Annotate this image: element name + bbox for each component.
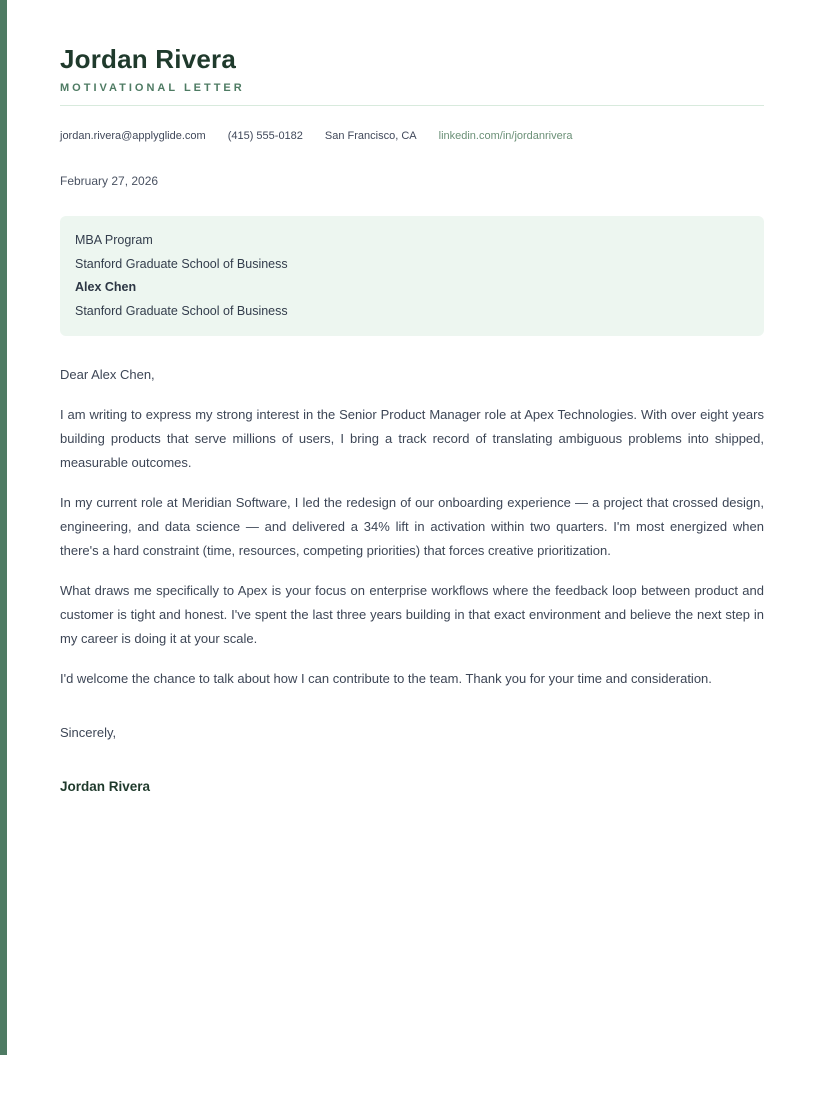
recipient-contact-name: Alex Chen [75,280,137,294]
contact-linkedin-link[interactable]: linkedin.com/in/jordanrivera [438,130,573,142]
signature-name: Jordan Rivera [60,779,151,794]
contact-phone: (415) 555-0182 [227,130,303,142]
contact-row [60,130,764,143]
document-type-label: MOTIVATIONAL LETTER [60,82,245,94]
contact-email: jordan.rivera@applyglide.com [60,130,206,142]
letter-paragraph: I am writing to express my strong interest in the Senior Product Manager role at Apex Technologies. With over eight years building products that serve millions of users, I bring a track record of translating ambiguous problems into shipped, measurable outcomes. [60,407,764,470]
letter-date: February 27, 2026 [60,174,159,188]
page-title: Jordan Rivera [60,44,237,74]
letter-content [60,0,764,799]
header-divider [60,105,764,106]
salutation: Dear Alex Chen, [60,367,155,382]
contact-location: San Francisco, CA [324,130,417,142]
recipient-block [60,216,764,336]
recipient-program: MBA Program [75,233,153,247]
recipient-organization-repeat: Stanford Graduate School of Business [75,303,288,318]
letter-paragraph: What draws me specifically to Apex is your focus on enterprise workflows where the feedback loop between product and customer is tight and honest. I've spent the last three years building in that exact environment and believe the next step in my career is doing it at your scale. [60,583,764,646]
letter-paragraph: I'd welcome the chance to talk about how I can contribute to the team. Thank you for your time and consideration. [60,671,712,686]
left-accent-stripe [0,0,7,1055]
recipient-organization: Stanford Graduate School of Business [75,256,288,271]
letter-paragraph: In my current role at Meridian Software, I led the redesign of our onboarding experience — a project that crossed design, engineering, and data science — and delivered a 34% lift in activation within two quarters. I'm most energized when there's a hard constraint (time, resources, competing priorities) that forces creative prioritization. [60,495,764,558]
closing-line: Sincerely, [60,725,117,740]
